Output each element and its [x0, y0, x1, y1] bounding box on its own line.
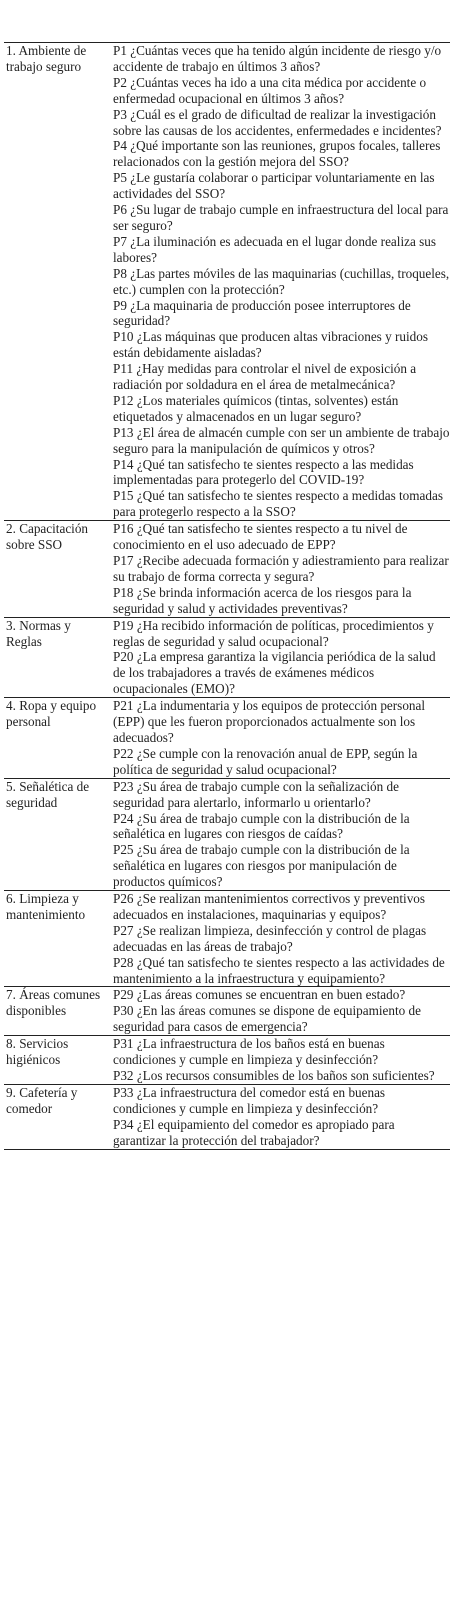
category-cell: 8. Servicios higiénicos — [6, 1036, 69, 1068]
question-item: P8 ¿Las partes móviles de las maquinarias (cuchillas, troqueles, etc.) cumplen con la protección? — [113, 265, 450, 297]
questionnaire-body — [4, 43, 450, 1150]
section-row-1 — [4, 43, 450, 521]
question-item: P27 ¿Se realizan limpieza, desinfección y control de plagas adecuadas en las áreas de trabajo? — [113, 922, 427, 954]
question-item: P12 ¿Los materiales químicos (tintas, solventes) están etiquetados y almacenados en un lugar seguro? — [113, 392, 399, 424]
question-item: P24 ¿Su área de trabajo cumple con la distribución de la señalética en lugares con riesgos de caídas? — [113, 810, 410, 842]
question-item: P4 ¿Qué importante son las reuniones, grupos focales, talleres relacionados con la gestión mejora del SSO? — [113, 138, 441, 170]
question-item: P22 ¿Se cumple con la renovación anual de EPP, según la política de seguridad y salud ocupacional? — [113, 745, 418, 777]
question-item: P31 ¿La infraestructura de los baños está en buenas condiciones y cumple en limpieza y desinfección? — [113, 1036, 385, 1068]
questionnaire-table — [4, 42, 450, 1150]
question-item: P21 ¿La indumentaria y los equipos de protección personal (EPP) que les fueron proporcionados actualmente son los adecuados? — [113, 698, 426, 745]
question-item: P32 ¿Los recursos consumibles de los baños son suficientes? — [113, 1068, 435, 1083]
question-item: P33 ¿La infraestructura del comedor está en buenas condiciones y cumple en limpieza y desinfección? — [113, 1084, 386, 1116]
category-cell: 2. Capacitación sobre SSO — [6, 521, 89, 553]
items-cell — [110, 43, 450, 521]
question-item: P30 ¿En las áreas comunes se dispone de equipamiento de seguridad para casos de emergencia? — [113, 1003, 421, 1035]
question-item: P13 ¿El área de almacén cumple con ser un ambiente de trabajo seguro para la manipulación de químicos y otros? — [113, 424, 450, 456]
question-item: P29 ¿Las áreas comunes se encuentran en buen estado? — [113, 987, 406, 1003]
items-cell — [110, 1036, 450, 1085]
question-item: P7 ¿La iluminación es adecuada en el lugar donde realiza sus labores? — [113, 233, 436, 265]
items-cell — [110, 891, 450, 987]
question-item: P26 ¿Se realizan mantenimientos correctivos y preventivos adecuados en instalaciones, maquinarias y equipos? — [113, 891, 426, 922]
question-item: P23 ¿Su área de trabajo cumple con la señalización de seguridad para alertarlo, informarlo u orientarlo? — [113, 778, 399, 810]
question-item: P6 ¿Su lugar de trabajo cumple en infraestructura del local para ser seguro? — [113, 202, 449, 233]
question-item: P20 ¿La empresa garantiza la vigilancia periódica de la salud de los trabajadores a través de exámenes médicos ocupacionales (EMO)? — [113, 649, 436, 697]
items-cell — [110, 698, 450, 779]
category-cell: 1. Ambiente de trabajo seguro — [6, 43, 87, 74]
question-item: P25 ¿Su área de trabajo cumple con la distribución de la señalética en lugares con riesgos por manipulación de productos químicos? — [113, 842, 410, 890]
question-item: P18 ¿Se brinda información acerca de los riesgos para la seguridad y salud y actividades preventivas? — [113, 584, 412, 616]
items-cell — [110, 1084, 450, 1149]
question-item: P34 ¿El equipamiento del comedor es apropiado para garantizar la protección del trabajador? — [113, 1116, 395, 1148]
category-cell: 7. Áreas comunes disponibles — [6, 987, 101, 1019]
question-item: P5 ¿Le gustaría colaborar o participar voluntariamente en las actividades del SSO? — [113, 170, 435, 202]
category-cell: 4. Ropa y equipo personal — [6, 698, 97, 730]
question-item: P9 ¿La maquinaria de producción posee interruptores de seguridad? — [113, 297, 411, 329]
section-row-2 — [4, 521, 450, 617]
question-item: P2 ¿Cuántas veces ha ido a una cita médica por accidente o enfermedad ocupacional en últimos 3 años? — [113, 74, 427, 106]
items-cell — [110, 521, 450, 617]
section-row-5 — [4, 778, 450, 890]
question-item: P11 ¿Hay medidas para controlar el nivel de exposición a radiación por soldadura en el área de metalmecánica? — [113, 361, 417, 393]
category-cell: 3. Normas y Reglas — [6, 617, 71, 649]
category-cell: 5. Señalética de seguridad — [6, 778, 90, 810]
question-item: P16 ¿Qué tan satisfecho te sientes respecto a tu nivel de conocimiento en el uso adecuado de EPP? — [113, 521, 408, 553]
section-row-6 — [4, 891, 450, 987]
question-item: P3 ¿Cuál es el grado de dificultad de realizar la investigación sobre las causas de los accidentes, enfermedades e incidentes? — [113, 106, 442, 138]
section-row-8 — [4, 1036, 450, 1085]
question-item: P17 ¿Recibe adecuada formación y adiestramiento para realizar su trabajo de forma correcta y segura? — [113, 553, 449, 584]
section-row-3 — [4, 617, 450, 698]
items-cell — [110, 617, 450, 698]
question-item: P14 ¿Qué tan satisfecho te sientes respecto a las medidas implementadas para protegerlo del COVID-19? — [113, 456, 414, 488]
items-cell — [110, 987, 450, 1036]
section-row-7 — [4, 987, 450, 1036]
category-cell: 9. Cafetería y comedor — [6, 1084, 78, 1116]
category-cell: 6. Limpieza y mantenimiento — [6, 891, 86, 922]
question-item: P19 ¿Ha recibido información de políticas, procedimientos y reglas de seguridad y salud ocupacional? — [113, 617, 434, 649]
section-row-9 — [4, 1084, 450, 1149]
question-item: P1 ¿Cuántas veces que ha tenido algún incidente de riesgo y/o accidente de trabajo en últimos 3 años? — [113, 43, 442, 74]
question-item: P10 ¿Las máquinas que producen altas vibraciones y ruidos están debidamente aisladas? — [113, 329, 428, 361]
items-cell — [110, 778, 450, 890]
section-row-4 — [4, 698, 450, 779]
question-item: P15 ¿Qué tan satisfecho te sientes respecto a medidas tomadas para protegerlo respecto a la SSO? — [113, 488, 443, 520]
question-item: P28 ¿Qué tan satisfecho te sientes respecto a las actividades de mantenimiento a la infraestructura y equipamiento? — [113, 954, 445, 986]
